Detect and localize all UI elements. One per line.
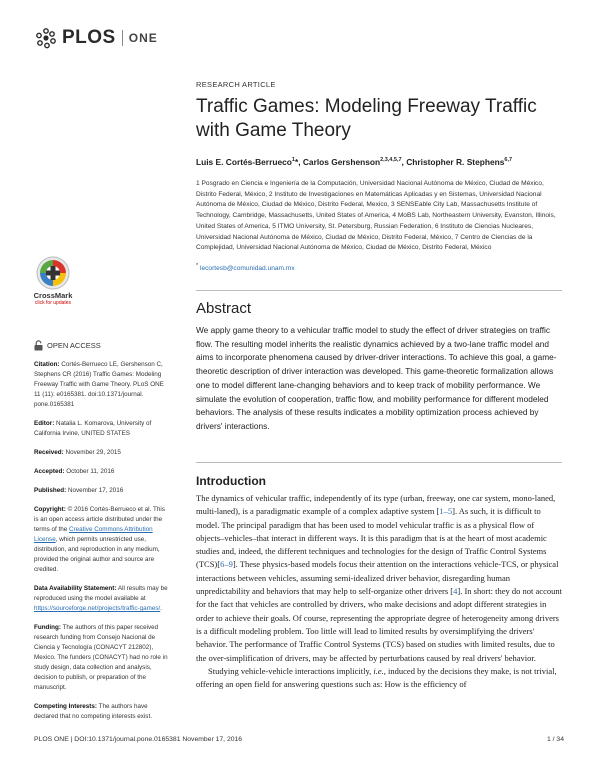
abstract-heading: Abstract <box>196 300 252 317</box>
crossmark-badge[interactable] <box>27 256 79 306</box>
article-info-sidebar <box>34 340 170 731</box>
open-lock-icon <box>34 340 43 351</box>
copyright-block <box>34 505 170 575</box>
accepted-label: Accepted: <box>34 468 65 475</box>
article-title: Traffic Games: Modeling Freeway Traffic with Game Theory <box>196 96 537 141</box>
brand-name: PLOS <box>62 27 116 48</box>
author-affiliation-ref: 6,7 <box>504 157 513 164</box>
article-type: RESEARCH ARTICLE <box>196 80 276 89</box>
affiliations: 1 Posgrado en Ciencia e Ingeniería de la Computación, Universidad Nacional Autónoma de México, Ciudad de México, Distrito Federal, México, 2 Instituto de Investigaciones en Matemáticas Aplicadas y en Sistemas, Universidad Nacional Autónoma de México, Ciudad de México, Distrito Federal, Mexico, 3 SENSEable City Lab, Massachusetts Institute of Technology, Cambridge, Massachusetts, United States of America, 4 MoBS Lab, Northeastern University, Evanston, Illinois, United States of America, 5 ITMO University, St. Petersburg, Russian Federation, 6 Instituto de Ciencias Nucleares, Universidad Nacional Autónoma de México, Ciudad de México, Distrito Federal, México, 7 Centro de Ciencias de la Complejidad, Universidad Nacional Autónoma de México, Ciudad de México, Distrito Federal, México <box>196 180 556 252</box>
author-name[interactable]: Christopher R. Stephens <box>406 157 505 167</box>
abstract-text: We apply game theory to a vehicular traffic model to study the effect of driver strategies on traffic flow. The resulting model inherits the realistic dynamics achieved by a two-lane traffic model and aims to incorporate phenomena caused by driver-driver interactions. To achieve this goal, a game-theoretic description of driver interaction was developed. This game-theoretic formalization allows one to model different lane-changing behaviors and to keep track of mobility performance. We simulate the evolution of cooperation, traffic flow, and mobility performance for different modeled behaviors. The analysis of these results indicates a mobility optimization process achieved by drivers' interactions. <box>196 325 557 431</box>
abstract-divider <box>196 290 562 291</box>
copyright-text: © 2016 Cortés-Berrueco et al. This is an open access article distributed under the terms of the <box>34 506 165 533</box>
citation-block <box>34 360 170 410</box>
introduction-heading: Introduction <box>196 474 266 488</box>
editor-label: Editor: <box>34 420 55 427</box>
data-availability-block <box>34 584 170 614</box>
author-list: Luis E. Cortés-Berrueco$^1$*, Carlos Gershenson$^{2,3,4,5,7}$, Christopher R. Stephens$^{6,7}$ <box>196 157 513 167</box>
data-availability-end: . <box>160 605 162 612</box>
open-access-badge <box>34 340 170 351</box>
email-address[interactable]: lecortesb@comunidad.unam.mx <box>199 265 295 273</box>
logo-divider <box>122 30 123 46</box>
open-access-label: OPEN ACCESS <box>47 340 101 350</box>
citation-link[interactable]: 4 <box>453 586 458 597</box>
intro-text-run: , induced by the decisions they make, is not trivial, offering an open field for answering questions such as: How is the efficiency of <box>196 665 557 690</box>
data-availability-text: All results may be reproduced using the model available at <box>34 585 168 602</box>
competing-interests-text: The authors have declared that no competing interests exist. <box>34 703 152 720</box>
citation-link[interactable]: 1–5 <box>439 506 453 517</box>
footer-citation: PLOS ONE | DOI:10.1371/journal.pone.0165381 November 17, 2016 <box>34 736 243 743</box>
accepted-date: October 11, 2016 <box>66 468 115 475</box>
author-name[interactable]: Luis E. Cortés-Berrueco <box>196 157 292 167</box>
editor-text: Natalia L. Komarova, University of California Irvine, UNITED STATES <box>34 420 152 437</box>
sourceforge-link[interactable]: https://sourceforge.net/projects/traffic-games/ <box>34 605 161 612</box>
intro-text-run: ]. In short: they do not account for the fact that vehicles are controlled by drivers, who make decisions and adopt different strategies in order to achieve their goals. Of course, representing the appropriate degree of heterogeneity among drivers is a difficult modeling problem. Too little will lead to limited results by oversimplifying the drivers' behavior. The performance of Traffic Control Systems (TCS) based on studies with limited results, due to the over-simplification of drivers, may be affected by perturbations caused by real drivers' behavior. <box>196 586 562 663</box>
intro-italic-term: i.e. <box>373 665 384 676</box>
author-name[interactable]: Carlos Gershenson <box>302 157 381 167</box>
citation-label: Citation: <box>34 361 60 368</box>
page-footer <box>34 736 564 743</box>
published-block <box>34 486 170 496</box>
plos-dots-icon <box>34 26 58 50</box>
competing-interests-block <box>34 702 170 722</box>
intro-text-run: ]. As such, it is difficult to model. The principal paradigm that has been used to model vehicular traffic is as a physical flow of objects–vehicles–that interact in different ways. It is this paradigm that is at the heart of most academic studies and, indeed, the different techniques and technologies for the design of Traffic Control Systems (TCS)[ <box>196 506 547 570</box>
journal-name: ONE <box>128 31 158 45</box>
crossmark-subtitle: click for updates <box>34 300 72 306</box>
email-mark: * <box>196 262 199 269</box>
funding-label: Funding: <box>34 624 61 631</box>
intro-text-run: Studying vehicle-vehicle interactions implicitly, <box>208 665 374 676</box>
data-availability-label: Data Availability Statement: <box>34 585 117 592</box>
copyright-label: Copyright: <box>34 506 66 513</box>
intro-text-run: The dynamics of vehicular traffic, independently of its type (urban, freeway, one car system, mono-laned, multi-laned), is a paradigmatic example of a complex adaptive system [ <box>196 493 556 517</box>
crossmark-icon <box>36 256 70 290</box>
author-affiliation-ref: 2,3,4,5,7 <box>380 157 402 164</box>
editor-block <box>34 419 170 439</box>
intro-divider <box>196 462 562 463</box>
corresponding-mark: * <box>294 157 299 167</box>
received-date: November 29, 2015 <box>65 449 121 456</box>
intro-paragraph <box>196 665 562 692</box>
copyright-text-end: , which permits unrestricted use, distribution, and reproduction in any medium, provided the original author and source are credited. <box>34 536 160 573</box>
accepted-block <box>34 467 170 477</box>
citation-link[interactable]: 6–9 <box>220 559 233 570</box>
intro-text-run: ]. These physics-based models focus their attention on the interactions vehicle-TCS, or physical interactions between vehicles, assuming semi-idealized driver behavior, disregarding human unpredictability and behaviors that may help to self-organize other drivers [ <box>196 559 559 597</box>
author-affiliation-ref: 1 <box>291 157 295 164</box>
page-number: 1 / 34 <box>546 736 564 743</box>
intro-paragraph <box>196 492 562 665</box>
article-main <box>196 80 562 272</box>
cc-license-link[interactable]: Creative Commons Attribution License <box>34 526 153 543</box>
competing-interests-label: Competing Interests: <box>34 703 97 710</box>
published-date: November 17, 2016 <box>67 487 124 494</box>
funding-text: The authors of this paper received research funding from Consejo Nacional de Ciencia y Tecnología (CONACYT 212802), Mexico. The funders (CONACYT) had no role in study design, data collection and analysis, decision to publish, or preparation of the manuscript. <box>34 624 168 691</box>
crossmark-title: CrossMark <box>33 291 73 300</box>
introduction-text <box>196 492 562 691</box>
citation-text: Cortés-Berrueco LE, Gershenson C, Stephens CR (2016) Traffic Games: Modeling Freeway Traffic with Game Theory. PLoS ONE 11 (11): e0165381. doi:10.1371/journal. pone.0165381 <box>34 361 164 408</box>
published-label: Published: <box>34 487 67 494</box>
plos-one-logo <box>34 26 158 50</box>
funding-block <box>34 623 170 693</box>
corresponding-email[interactable] <box>196 263 562 272</box>
received-block <box>34 448 170 458</box>
received-label: Received: <box>34 449 64 456</box>
